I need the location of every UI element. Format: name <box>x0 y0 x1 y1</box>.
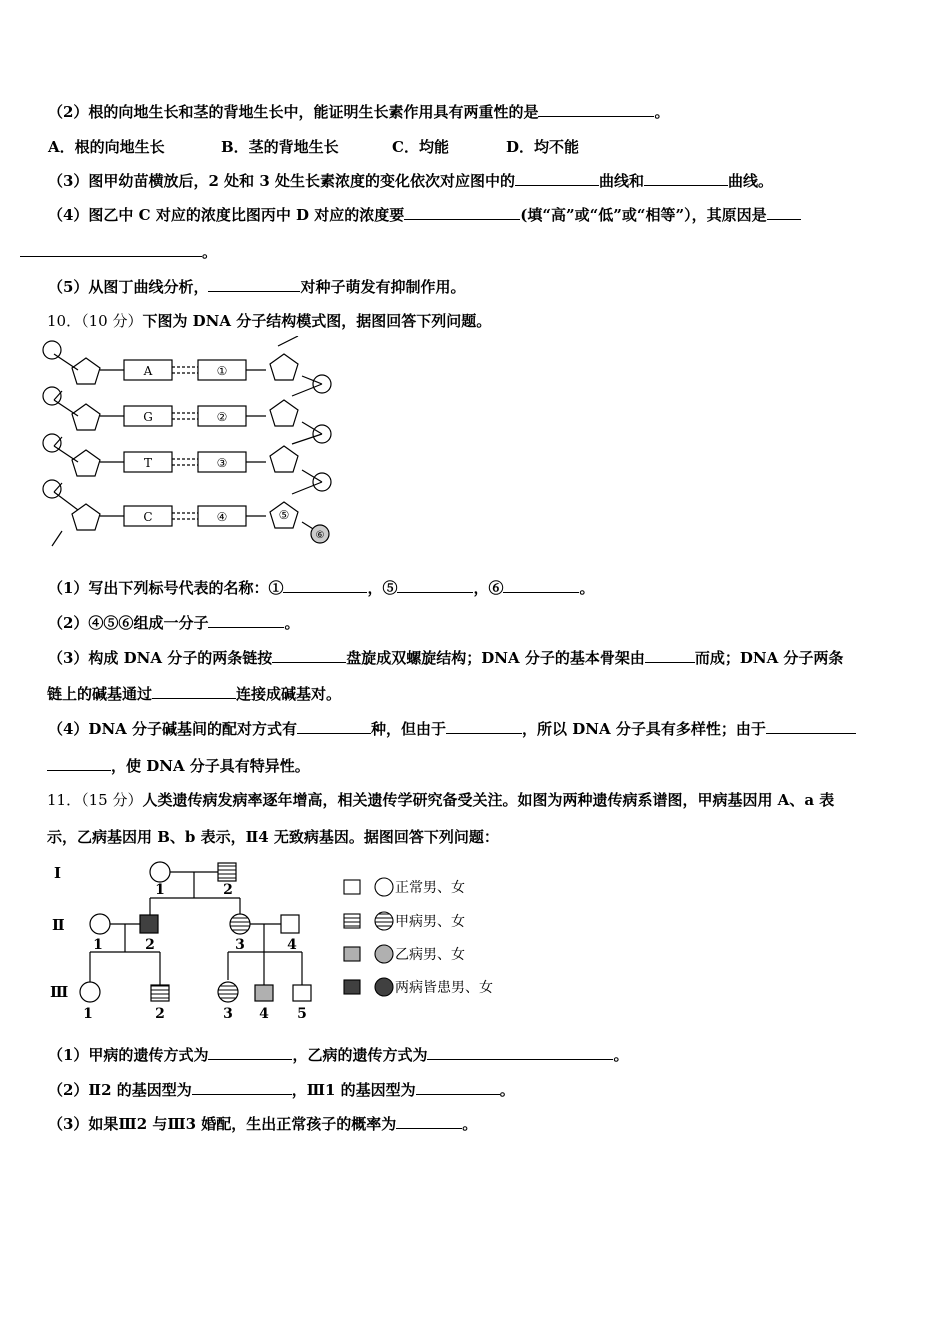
q10-part4: （4）DNA 分子碱基间的配对方式有 种，但由于 ，所以 DNA 分子具有多样性；由于 <box>48 719 856 739</box>
pedigree-legend <box>344 878 493 996</box>
answer-blank[interactable] <box>208 613 284 628</box>
answer-blank[interactable] <box>416 1080 500 1095</box>
label-2: ② <box>216 410 228 424</box>
individual-I1 <box>150 862 170 882</box>
svg-text:1: 1 <box>93 937 103 953</box>
base-t: T <box>143 456 153 470</box>
option-a[interactable]: A．根的向地生长 <box>48 138 165 156</box>
answer-blank[interactable] <box>644 171 728 186</box>
generation-3: Ⅲ <box>50 983 69 1001</box>
q10-part3-cont: 链上的碱基通过 连接成碱基对。 <box>47 685 342 703</box>
label-6: ⑥ <box>315 530 325 541</box>
individual-II4 <box>281 915 299 933</box>
base-a: A <box>143 364 153 378</box>
base-g: G <box>143 410 153 424</box>
answer-blank[interactable] <box>538 102 654 117</box>
answer-blank[interactable] <box>272 648 346 663</box>
svg-text:2: 2 <box>155 1006 165 1022</box>
q9-part4-cont: 。 <box>20 242 217 262</box>
q10-stem: 10．（10 分）下图为 DNA 分子结构模式图，据图回答下列问题。 <box>47 312 492 330</box>
individual-II2 <box>140 915 158 933</box>
answer-blank[interactable] <box>192 1080 292 1095</box>
individual-III3 <box>218 982 238 1002</box>
option-d[interactable]: D．均不能 <box>506 138 580 156</box>
answer-blank[interactable] <box>427 1045 613 1060</box>
legend-both: 两病皆患男、女 <box>395 980 493 996</box>
generation-1: Ⅰ <box>54 864 62 882</box>
svg-text:5: 5 <box>297 1006 307 1022</box>
answer-blank[interactable] <box>396 1114 462 1129</box>
question-number: 11．（15 分） <box>47 791 143 809</box>
generation-2: Ⅱ <box>52 916 65 934</box>
svg-text:1: 1 <box>155 882 165 898</box>
q10-part1: （1）写出下列标号代表的名称：① ，⑤ ，⑥ 。 <box>48 579 595 597</box>
answer-blank[interactable] <box>515 171 599 186</box>
individual-III2 <box>151 985 169 1001</box>
answer-blank[interactable] <box>152 684 236 699</box>
q11-part2: （2）Ⅱ2 的基因型为 ，Ⅲ1 的基因型为 。 <box>48 1081 515 1099</box>
answer-blank[interactable] <box>397 578 473 593</box>
base-c: C <box>143 510 153 524</box>
q10-part2: （2）④⑤⑥组成一分子 。 <box>48 614 300 632</box>
individual-III4 <box>255 985 273 1001</box>
q10-part4-cont: ，使 DNA 分子具有特异性。 <box>47 756 310 776</box>
individual-II3 <box>230 914 250 934</box>
individual-I2 <box>218 863 236 881</box>
legend-normal: 正常男、女 <box>395 880 465 896</box>
svg-text:1: 1 <box>83 1006 93 1022</box>
svg-text:4: 4 <box>287 937 297 953</box>
label-1: ① <box>216 364 228 378</box>
q11-part1: （1）甲病的遗传方式为 ，乙病的遗传方式为 。 <box>48 1046 629 1064</box>
answer-blank[interactable] <box>404 205 520 220</box>
label-4: ④ <box>216 510 228 524</box>
option-b[interactable]: B．茎的背地生长 <box>221 138 339 156</box>
question-number: 10．（10 分） <box>47 312 143 330</box>
label-3: ③ <box>216 456 228 470</box>
individual-III1 <box>80 982 100 1002</box>
q11-stem-cont: 示，乙病基因用 B、b 表示，Ⅱ4 无致病基因。据图回答下列问题： <box>47 828 499 846</box>
answer-blank[interactable] <box>47 756 111 771</box>
label-5: ⑤ <box>278 508 290 522</box>
svg-text:4: 4 <box>259 1006 269 1022</box>
answer-blank[interactable] <box>767 205 801 220</box>
individual-III5 <box>293 985 311 1001</box>
answer-blank[interactable] <box>297 719 371 734</box>
answer-blank[interactable] <box>766 719 856 734</box>
individual-II1 <box>90 914 110 934</box>
answer-blank[interactable] <box>503 578 579 593</box>
answer-blank[interactable] <box>208 277 300 292</box>
answer-blank[interactable] <box>645 648 695 663</box>
legend-disease-b: 乙病男、女 <box>395 947 465 963</box>
q9-part5: （5）从图丁曲线分析， 对种子萌发有抑制作用。 <box>48 278 466 296</box>
legend-disease-a: 甲病男、女 <box>395 914 465 930</box>
answer-blank[interactable] <box>283 578 367 593</box>
q9-part2: （2）根的向地生长和茎的背地生长中，能证明生长素作用具有两重性的是 。 <box>48 103 670 121</box>
q10-part3: （3）构成 DNA 分子的两条链按 盘旋成双螺旋结构；DNA 分子的基本骨架由 而成；DNA 分子两条 <box>48 649 844 667</box>
q11-stem: 11．（15 分）人类遗传病发病率逐年增高，相关遗传学研究备受关注。如图为两种遗传病系谱图，甲病基因用 A、a 表 <box>47 791 835 809</box>
svg-text:2: 2 <box>223 882 233 898</box>
svg-text:2: 2 <box>145 937 155 953</box>
q11-part3: （3）如果Ⅲ2 与Ⅲ3 婚配，生出正常孩子的概率为 。 <box>48 1115 478 1133</box>
pedigree-chart <box>40 852 530 1032</box>
svg-text:3: 3 <box>223 1006 233 1022</box>
q9-part4: （4）图乙中 C 对应的浓度比图丙中 D 对应的浓度要 (填“高”或“低”或“相等”），其原因是 <box>48 205 801 225</box>
option-c[interactable]: C．均能 <box>392 138 449 156</box>
answer-blank[interactable] <box>20 242 202 257</box>
answer-blank[interactable] <box>208 1045 292 1060</box>
dna-structure-diagram <box>40 336 336 552</box>
q9-part3: （3）图甲幼苗横放后，2 处和 3 处生长素浓度的变化依次对应图中的 曲线和 曲线。 <box>48 172 774 190</box>
svg-text:3: 3 <box>235 937 245 953</box>
answer-blank[interactable] <box>446 719 522 734</box>
